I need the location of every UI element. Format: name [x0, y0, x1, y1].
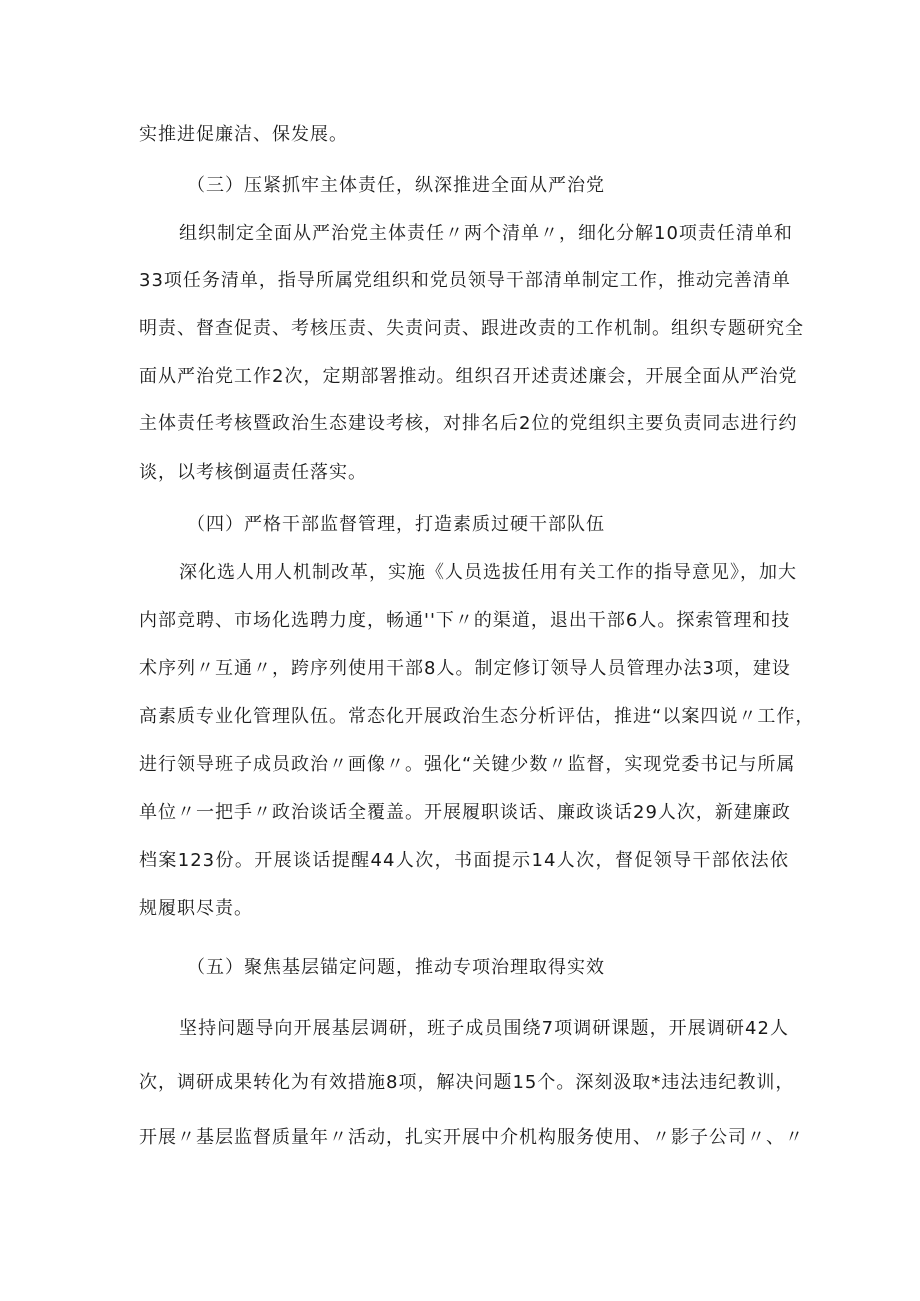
paragraph-line: 坚持问题导向开展基层调研，班子成员围绕7项调研课题，开展调研42人: [179, 1018, 789, 1039]
paragraph-line: 谈，以考核倒逼责任落实。: [139, 462, 367, 483]
paragraph-line: 进行领导班子成员政治〃画像〃。强化“关键少数〃监督，实现党委书记与所属: [139, 754, 796, 775]
paragraph-line: 主体责任考核暨政治生态建设考核，对排名后2位的党组织主要负责同志进行约: [139, 413, 798, 434]
paragraph-line: 面从严治党工作2次，定期部署推动。组织召开述责述廉会，开展全面从严治党: [139, 366, 798, 387]
paragraph-line: 明责、督查促责、考核压责、失责问责、跟进改责的工作机制。组织专题研究全: [139, 318, 804, 339]
paragraph-line: 次，调研成果转化为有效措施8项，解决问题15个。深刻汲取*违法违纪教训，: [139, 1072, 795, 1093]
section-heading-4: （四）严格干部监督管理，打造素质过硬干部队伍: [187, 514, 605, 535]
section-heading-5: （五）聚焦基层锚定问题，推动专项治理取得实效: [187, 957, 605, 978]
paragraph-line: 开展〃基层监督质量年〃活动，扎实开展中介机构服务使用、〃影子公司〃、〃: [139, 1127, 804, 1148]
paragraph-line: 33项任务清单，指导所属党组织和党员领导干部清单制定工作，推动完善清单: [139, 270, 791, 291]
paragraph-line: 单位〃一把手〃政治谈话全覆盖。开展履职谈话、廉政谈话29人次，新建廉政: [139, 802, 791, 823]
paragraph-line: 深化选人用人机制改革，实施《人员选拔任用有关工作的指导意见》，加大: [179, 562, 797, 583]
paragraph-line: 组织制定全面从严治党主体责任〃两个清单〃，细化分解10项责任清单和: [179, 223, 793, 244]
paragraph-line: 术序列〃互通〃，跨序列使用干部8人。制定修订领导人员管理办法3项，建设: [139, 658, 791, 679]
section-heading-3: （三）压紧抓牢主体责任，纵深推进全面从严治党: [187, 175, 605, 196]
paragraph-line: 规履职尽责。: [139, 898, 253, 919]
paragraph-line: 档案123份。开展谈话提醒44人次，书面提示14人次，督促领导干部依法依: [139, 850, 789, 871]
paragraph-line: 高素质专业化管理队伍。常态化开展政治生态分析评估，推进“以案四说〃工作，: [139, 706, 815, 727]
paragraph-line: 内部竞聘、市场化选聘力度，畅通''下〃的渠道，退出干部6人。探索管理和技: [139, 610, 791, 631]
paragraph-line: 实推进促廉洁、保发展。: [139, 124, 348, 145]
